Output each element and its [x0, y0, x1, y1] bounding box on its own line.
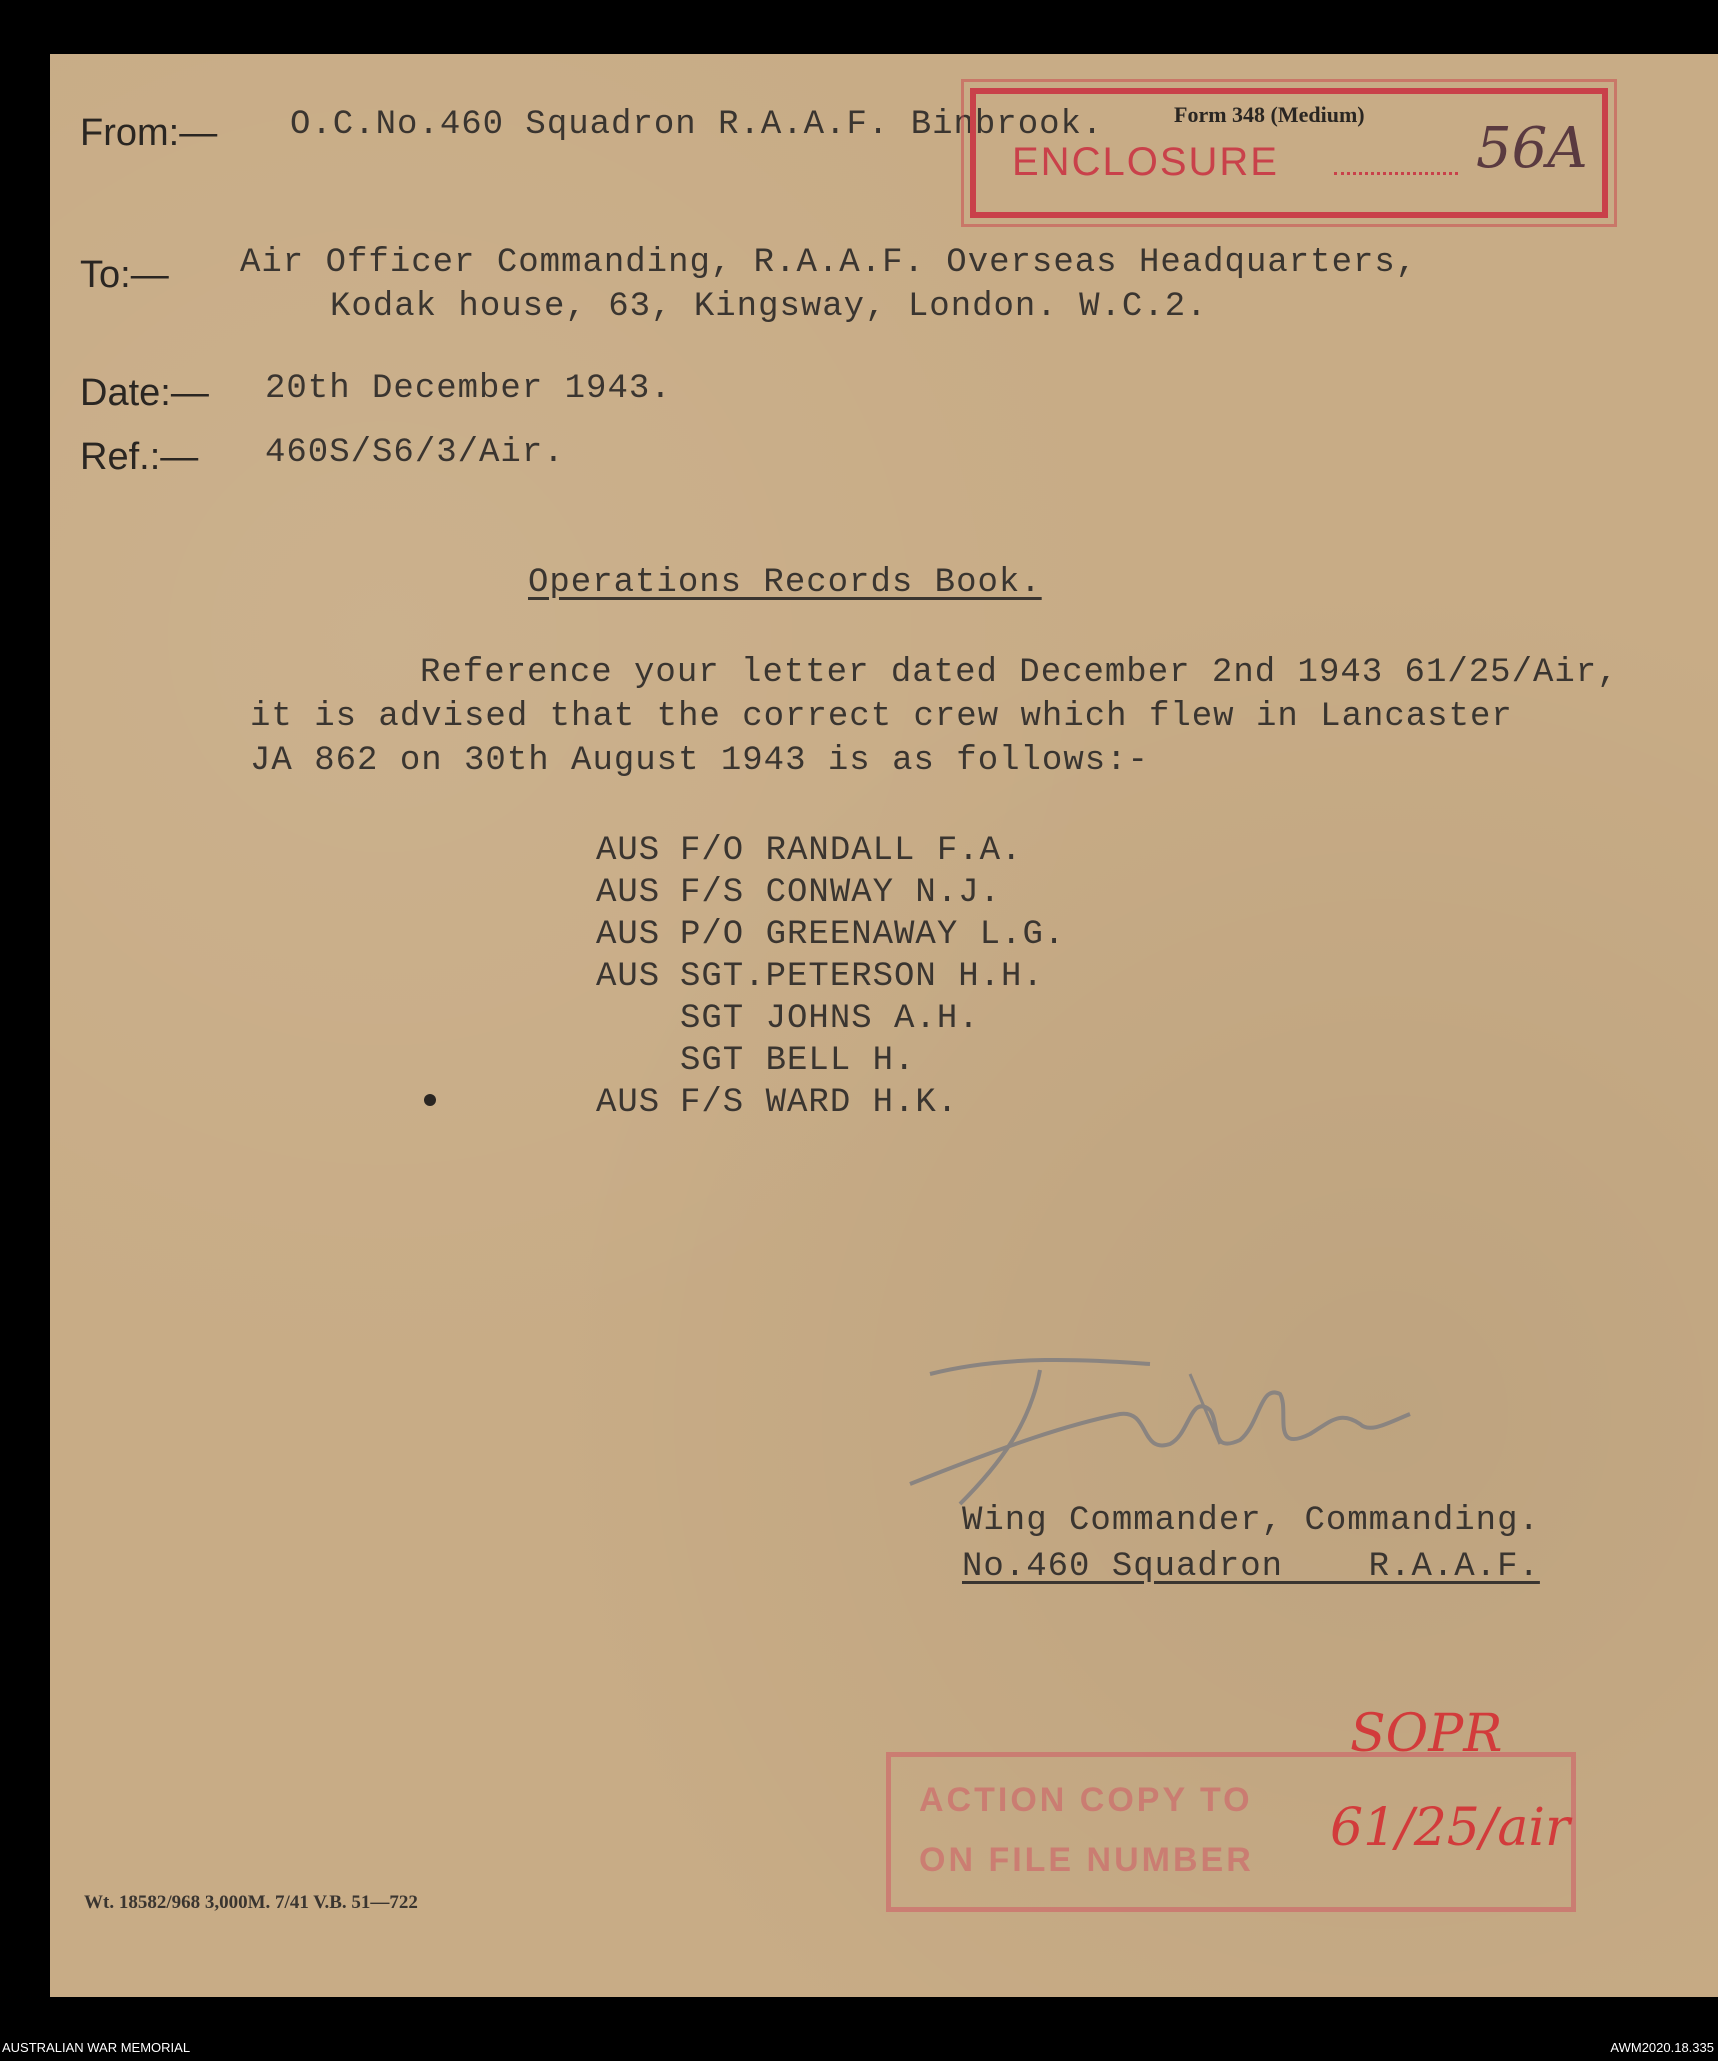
crew-prefix: AUS	[596, 916, 661, 954]
date-value: 20th December 1943.	[265, 370, 672, 408]
to-label: To:—	[80, 254, 169, 296]
document-page	[50, 54, 1718, 1997]
crew-prefix: AUS	[596, 1084, 661, 1122]
subject-heading: Operations Records Book.	[528, 564, 1042, 602]
form-number: Form 348 (Medium)	[1174, 102, 1365, 127]
paragraph-line-2: it is advised that the correct crew which flew in Lancaster	[250, 698, 1513, 736]
crew-entry: F/S CONWAY N.J.	[680, 874, 1002, 912]
enclosure-title: ENCLOSURE	[1012, 140, 1279, 184]
print-code: Wt. 18582/968 3,000M. 7/41 V.B. 51—722	[84, 1892, 418, 1913]
crew-entry: SGT.PETERSON H.H.	[680, 958, 1044, 996]
crew-prefix: AUS	[596, 958, 661, 996]
paragraph-line-1: Reference your letter dated December 2nd 1943 61/25/Air,	[420, 654, 1619, 692]
crew-entry: SGT BELL H.	[680, 1042, 916, 1080]
signature-scrawl	[890, 1314, 1450, 1534]
action-stamp-line-2: ON FILE NUMBER	[919, 1841, 1254, 1879]
handwritten-note-2: 61/25/air	[1330, 1798, 1570, 1858]
to-line-2: Kodak house, 63, Kingsway, London. W.C.2.	[330, 288, 1208, 326]
crew-entry: F/O RANDALL F.A.	[680, 832, 1023, 870]
ref-value: 460S/S6/3/Air.	[265, 434, 565, 472]
crew-entry: F/S WARD H.K.	[680, 1084, 959, 1122]
signature-title-1: Wing Commander, Commanding.	[962, 1502, 1540, 1540]
enclosure-dotted-line	[1334, 172, 1458, 175]
archive-caption: AUSTRALIAN WAR MEMORIAL	[2, 2040, 191, 2055]
from-value: O.C.No.460 Squadron R.A.A.F. Binbrook.	[290, 106, 1104, 144]
paragraph-line-3: JA 862 on 30th August 1943 is as follows:-	[250, 742, 1149, 780]
archive-id: AWM2020.18.335	[1610, 2040, 1714, 2055]
ink-dot	[424, 1094, 436, 1106]
crew-entry: SGT JOHNS A.H.	[680, 1000, 980, 1038]
ref-label: Ref.:—	[80, 436, 199, 478]
signature-title-2: No.460 Squadron R.A.A.F.	[962, 1548, 1540, 1586]
action-stamp-line-1: ACTION COPY TO	[919, 1781, 1253, 1819]
crew-prefix: AUS	[596, 832, 661, 870]
from-label: From:—	[80, 112, 218, 154]
handwritten-note-1: SOPR	[1350, 1704, 1503, 1764]
enclosure-stamp	[970, 88, 1608, 218]
crew-prefix: AUS	[596, 874, 661, 912]
crew-entry: P/O GREENAWAY L.G.	[680, 916, 1066, 954]
date-label: Date:—	[80, 372, 209, 414]
to-line-1: Air Officer Commanding, R.A.A.F. Overseas Headquarters,	[240, 244, 1418, 282]
enclosure-number: 56A	[1476, 116, 1588, 181]
